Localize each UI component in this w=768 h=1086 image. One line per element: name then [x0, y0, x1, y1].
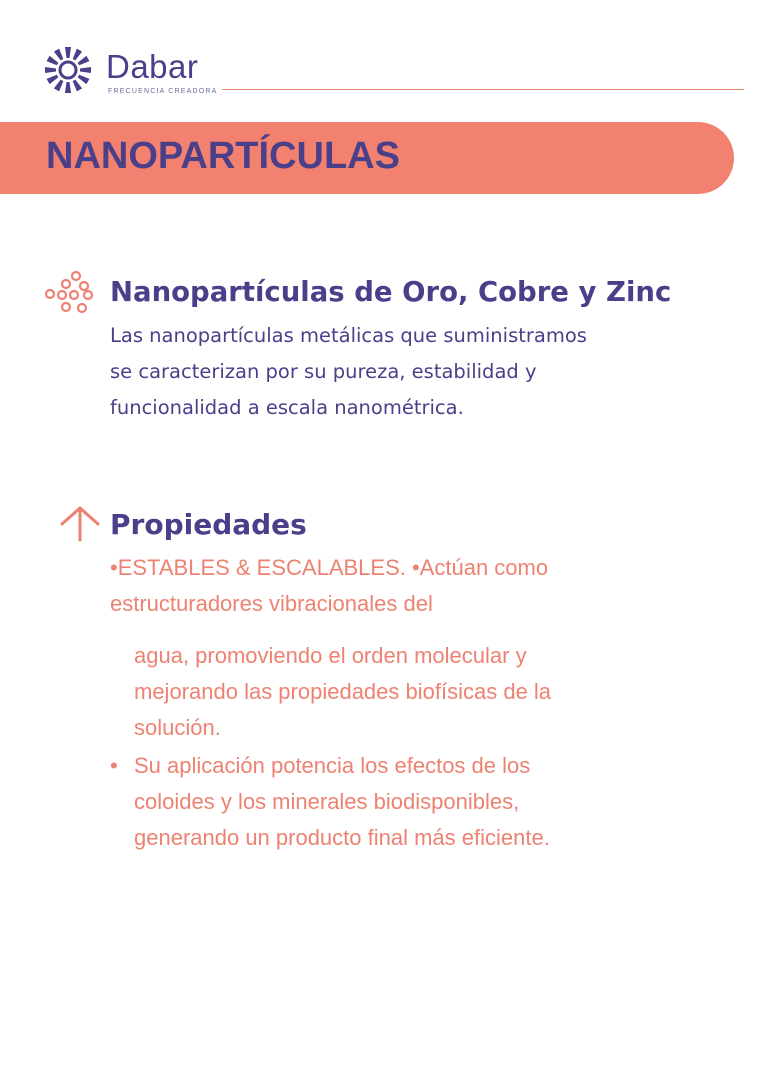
page-title: NANOPARTÍCULAS — [46, 135, 400, 177]
description-line: funcionalidad a escala nanométrica. — [110, 396, 464, 419]
properties-line: agua, promoviendo el orden molecular y — [134, 643, 527, 668]
brand-logo — [44, 46, 218, 98]
section-heading-properties: Propiedades — [110, 508, 307, 541]
properties-line: estructuradores vibracionales del — [110, 591, 433, 616]
description-line: Las nanopartículas metálicas que suministramos — [110, 324, 587, 347]
molecule-dots-icon — [44, 270, 96, 316]
bullet-line: coloides y los minerales biodisponibles, — [134, 789, 520, 814]
section-description — [110, 318, 670, 426]
properties-line: solución. — [134, 715, 221, 740]
bullet-marker: • — [110, 753, 118, 778]
bullet-text — [134, 748, 550, 856]
bullet-line: generando un producto final más eficiente. — [134, 825, 550, 850]
bullet-line: Su aplicación potencia los efectos de los — [134, 753, 531, 778]
sunburst-logo-icon — [44, 46, 92, 94]
arrow-up-icon — [58, 504, 102, 544]
properties-line: •ESTABLES & ESCALABLES. •Actúan como — [110, 555, 549, 580]
header-divider — [222, 89, 744, 90]
properties-intro — [110, 550, 710, 622]
properties-continued — [134, 638, 734, 746]
brand-name: Dabar — [106, 48, 199, 85]
properties-line: mejorando las propiedades biofísicas de la — [134, 679, 552, 704]
description-line: se caracterizan por su pureza, estabilidad y — [110, 360, 537, 383]
brand-tagline: FRECUENCIA CREADORA — [108, 88, 218, 95]
section-heading-nanoparticles: Nanopartículas de Oro, Cobre y Zinc — [110, 276, 672, 308]
